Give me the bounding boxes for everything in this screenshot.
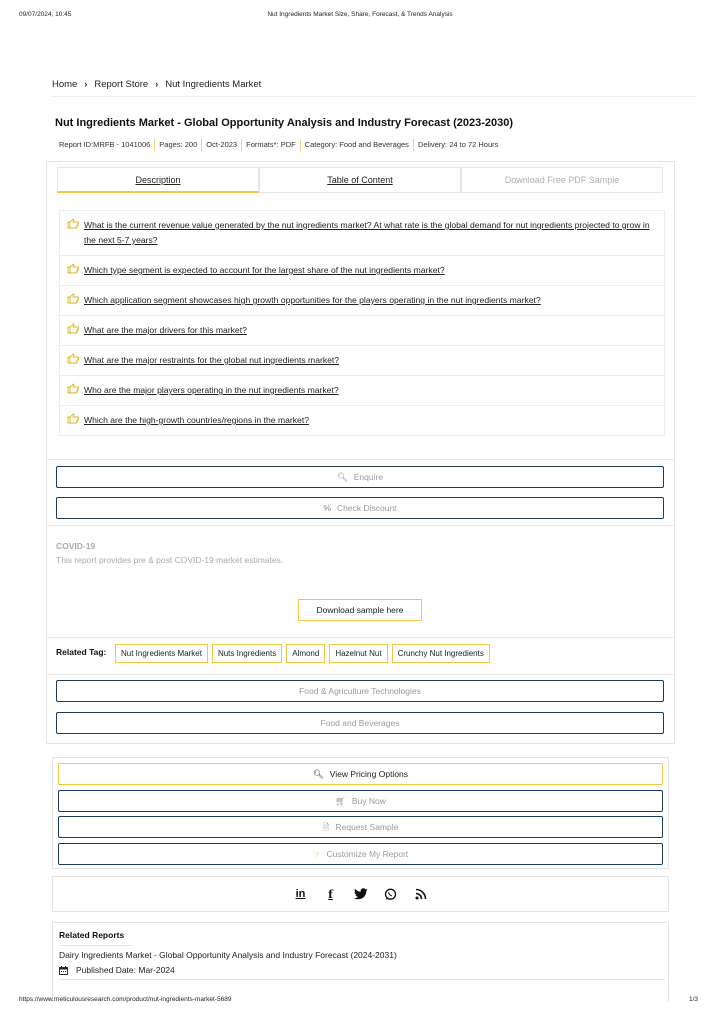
breadcrumb-current: Nut Ingredients Market [165,79,262,90]
twitter-icon[interactable] [354,887,368,901]
calendar-icon [59,966,68,975]
related-tags [46,637,675,675]
report-tabs [57,167,663,193]
tag-item[interactable]: Hazelnut Nut [329,644,387,663]
whatsapp-icon[interactable] [384,887,398,901]
faq-question[interactable]: Which type segment is expected to account for the largest share of the nut ingredients market? [84,265,445,275]
related-reports [52,922,669,1002]
covid-title: COVID-19 [56,541,96,551]
section-divider [46,459,675,460]
facebook-icon[interactable]: f [328,887,333,901]
view-pricing-button[interactable] [58,763,663,785]
tag-item[interactable]: Almond [286,644,325,663]
faq-item[interactable] [59,406,665,436]
chevron-right-icon: › [155,79,159,89]
related-report-date [59,965,175,975]
download-sample-button[interactable]: Download sample here [298,599,422,621]
meta-pages: Pages: 200 [155,139,202,151]
breadcrumb-home[interactable]: Home [52,79,78,90]
page-title: Nut Ingredients Market - Global Opportunity Analysis and Industry Forecast (2023-2030) [55,117,514,129]
hand-pointer-icon [67,218,79,229]
meta-category: Category: Food and Beverages [301,139,414,151]
faq-question[interactable]: What is the current revenue value generated by the nut ingredients market? At what rate is the global demand for nut ingredients projected to grow in the next 5-7 years? [84,220,650,245]
faq-item[interactable] [59,210,665,256]
faq-item[interactable] [59,256,665,286]
section-divider [46,525,675,526]
published-date-text: Published Date: Mar-2024 [76,965,175,975]
print-page-title: Nut Ingredients Market Size, Share, Forecast, & Trends Analysis [267,11,453,18]
tag-list [115,644,494,663]
print-datetime: 09/07/2024, 10:45 [19,11,72,18]
hand-pointer-icon [67,323,79,334]
print-header [0,11,720,23]
meta-report-id: Report ID:MRFB - 1041006 [55,139,155,151]
hand-pointer-icon [67,383,79,394]
hand-pointer-icon [67,263,79,274]
print-footer [0,996,720,1008]
request-sample-label: Request Sample [335,822,399,832]
category-food-beverages-button[interactable]: Food and Beverages [56,712,664,734]
hand-pointer-icon [67,353,79,364]
view-pricing-label: View Pricing Options [329,769,409,779]
faq-list [59,210,665,436]
category-food-agri-tech-button[interactable]: Food & Agriculture Technologies [56,680,664,702]
enquire-label: Enquire [353,472,384,482]
meta-date: Oct-2023 [202,139,242,151]
faq-item[interactable] [59,376,665,406]
print-url: https://www.meticulousresearch.com/product/nut-ingredients-market-5689 [19,996,232,1003]
customize-report-label: Customize My Report [326,849,409,859]
faq-question[interactable]: What are the major restraints for the global nut ingredients market? [84,355,340,365]
file-icon: 🗎︎ [322,822,330,832]
faq-item[interactable] [59,346,665,376]
title-underline [59,945,133,946]
hand-pointer-icon: ☞ [312,849,321,859]
social-share-bar [52,876,669,912]
tab-table-of-content[interactable]: Table of Content [259,167,461,193]
covid-text: This report provides pre & post COVID-19 market estimates. [56,555,284,565]
related-report-link[interactable]: Dairy Ingredients Market - Global Opportunity Analysis and Industry Forecast (2024-2031) [59,950,397,960]
linkedin-icon[interactable]: in [295,888,306,900]
rss-icon[interactable] [414,887,428,901]
faq-question[interactable]: What are the major drivers for this market? [84,325,247,335]
faq-item[interactable] [59,316,665,346]
breadcrumb [52,79,696,97]
enquire-button[interactable] [56,466,664,488]
buy-now-label: Buy Now [351,796,386,806]
hand-pointer-icon [67,413,79,424]
buy-now-button[interactable] [58,790,663,812]
customize-report-button[interactable] [58,843,663,865]
tab-download-sample[interactable]: Download Free PDF Sample [461,167,663,193]
search-plus-icon: 🔍︎ [312,769,324,779]
check-discount-button[interactable] [56,497,664,519]
tag-item[interactable]: Nut Ingredients Market [115,644,208,663]
chevron-right-icon: › [84,79,88,89]
faq-question[interactable]: Which are the high-growth countries/regions in the market? [84,415,309,425]
search-icon: 🔍︎ [336,472,348,482]
check-discount-label: Check Discount [337,503,397,513]
related-reports-title: Related Reports [59,930,125,940]
meta-formats: Formats*: PDF [242,139,301,151]
faq-question[interactable]: Who are the major players operating in the nut ingredients market? [84,385,339,395]
tab-description[interactable]: Description [57,167,259,193]
hand-pointer-icon [67,293,79,304]
faq-item[interactable] [59,286,665,316]
report-meta [55,139,502,151]
cart-icon: 🛒︎ [335,796,346,806]
breadcrumb-report-store[interactable]: Report Store [94,79,149,90]
tag-item[interactable]: Crunchy Nut Ingredients [392,644,490,663]
print-page-number: 1/3 [688,996,698,1003]
related-tag-label: Related Tag: [56,647,107,657]
tag-item[interactable]: Nuts Ingredients [212,644,282,663]
report-separator [59,979,665,980]
request-sample-button[interactable] [58,816,663,838]
meta-delivery: Delivery: 24 to 72 Hours [417,140,499,149]
percent-icon: % [323,503,332,513]
faq-question[interactable]: Which application segment showcases high growth opportunities for the players operating in the nut ingredients market? [84,295,541,305]
